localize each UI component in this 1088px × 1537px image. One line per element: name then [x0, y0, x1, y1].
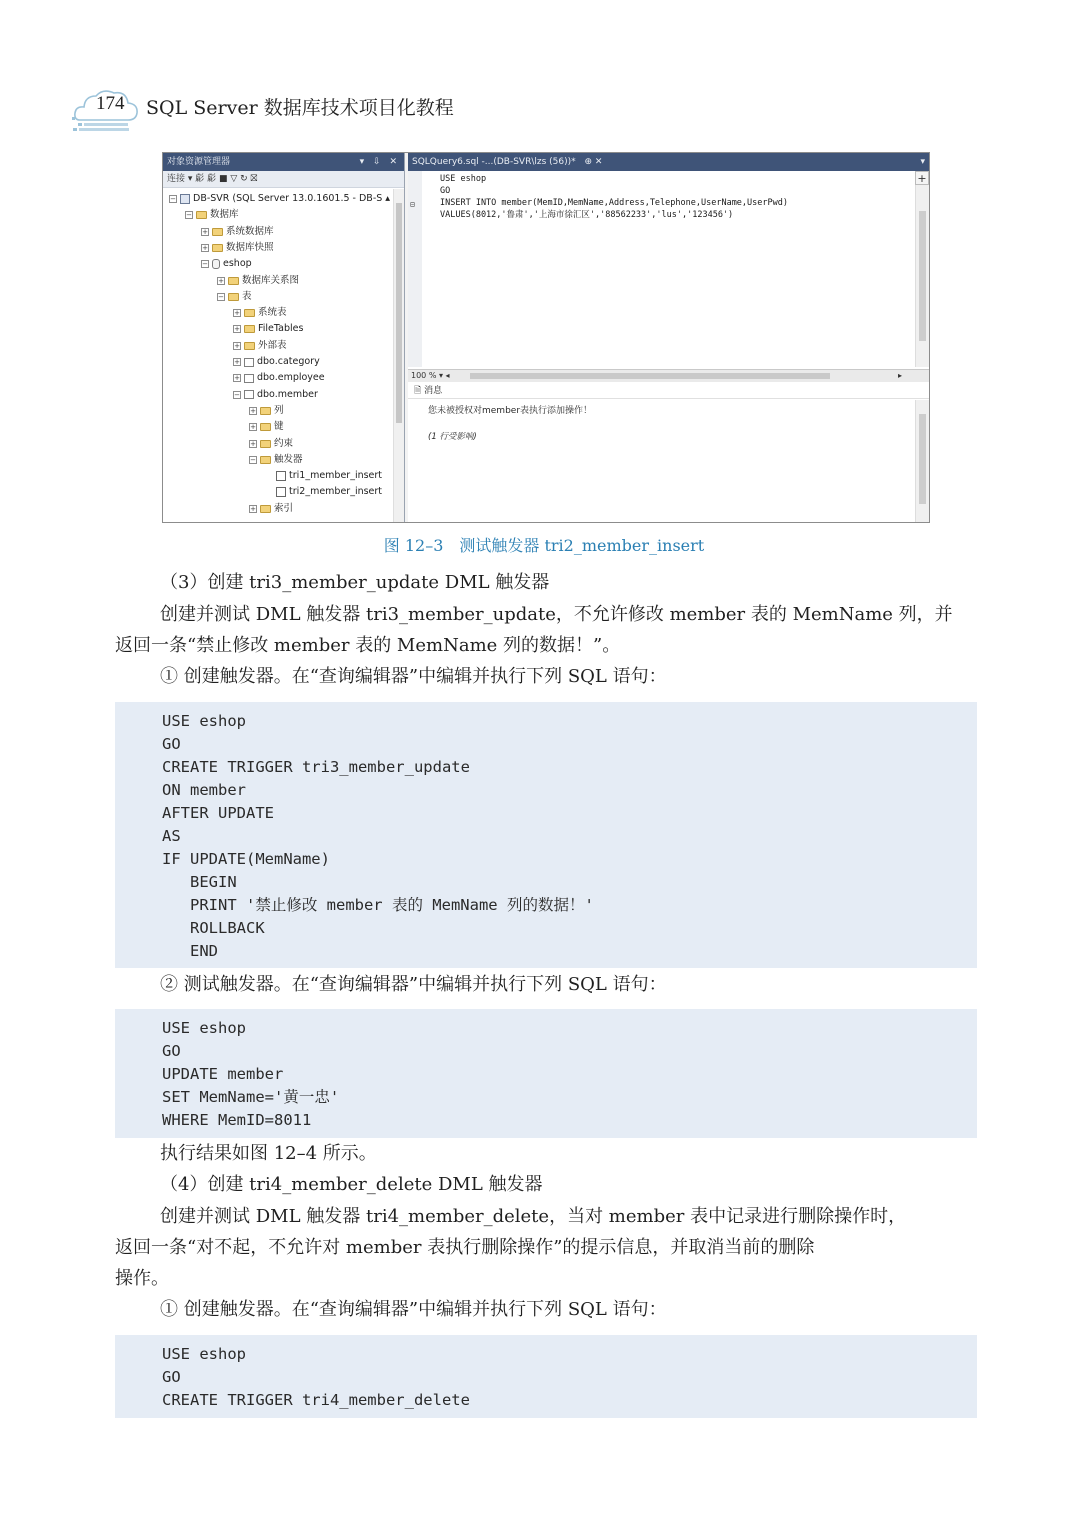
tree-node[interactable] — [217, 273, 299, 289]
tree-node[interactable] — [217, 289, 252, 305]
code-line: END — [162, 942, 218, 960]
tree-node-label: dbo.member — [257, 388, 318, 400]
object-explorer-toolbar[interactable]: 连接 ▾ 虨 虨 ■ ▽ ↻ ⛝ — [163, 171, 404, 188]
code-line: CREATE TRIGGER tri4_member_delete — [162, 1391, 470, 1409]
code-line: GO — [162, 1368, 181, 1386]
folder-icon — [260, 440, 271, 448]
paragraph-line: 执行结果如图 12–4 所示。 — [160, 1143, 377, 1164]
tree-node[interactable] — [233, 370, 325, 386]
expand-icon[interactable]: + — [234, 309, 240, 318]
tree-node-label: 列 — [274, 404, 284, 416]
step-create-trigger: ① 创建触发器。在“查询编辑器”中编辑并执行下列 SQL 语句： — [160, 1299, 667, 1320]
paragraph-line: 创建并测试 DML 触发器 tri4_member_delete，当对 member 表中记录进行删除操作时， — [160, 1206, 907, 1227]
code-line: SET MemName='黄一忠' — [162, 1088, 340, 1106]
code-line: IF UPDATE(MemName) — [162, 850, 330, 868]
page-header — [70, 84, 670, 132]
trigger-icon — [276, 487, 286, 497]
scrollbar-thumb[interactable] — [919, 414, 926, 504]
tree-node[interactable] — [233, 338, 287, 354]
expand-icon[interactable]: + — [218, 276, 224, 285]
zoom-level[interactable]: 100 % ▾ ◂ — [411, 371, 450, 380]
scroll-right-icon[interactable]: ▸ — [898, 371, 903, 380]
tree-node-label: tri2_member_insert — [289, 486, 383, 498]
code-line: GO — [162, 1042, 181, 1060]
code-line: ROLLBACK — [162, 919, 265, 937]
tree-node-label: 索引 — [274, 502, 294, 514]
folder-icon — [260, 407, 271, 415]
expand-icon[interactable]: + — [202, 227, 208, 236]
tree-node[interactable] — [201, 240, 274, 256]
code-line: USE eshop — [162, 712, 246, 730]
trigger-icon — [276, 471, 286, 481]
expand-icon[interactable]: + — [234, 374, 240, 383]
tree-node[interactable] — [249, 419, 284, 435]
tree-node-label: 数据库 — [210, 209, 239, 221]
collapse-icon[interactable]: − — [234, 390, 240, 399]
code-block-create-update-trigger — [115, 702, 977, 968]
query-editor-panel — [408, 153, 930, 523]
table-icon — [244, 374, 254, 383]
collapse-icon[interactable]: − — [218, 292, 224, 301]
code-line: CREATE TRIGGER tri3_member_update — [162, 758, 470, 776]
collapse-icon[interactable]: − — [186, 211, 192, 220]
folder-icon — [212, 244, 223, 252]
folder-icon — [228, 277, 239, 285]
rows-affected: (1 行受影响) — [428, 432, 477, 442]
object-explorer-scrollbar[interactable] — [393, 189, 404, 523]
code-block-test-update-trigger — [115, 1009, 977, 1138]
tree-node-label: dbo.category — [257, 356, 320, 367]
code-line: BEGIN — [162, 873, 237, 891]
table-icon — [244, 358, 254, 367]
paragraph-line: 操作。 — [115, 1268, 169, 1289]
folder-icon — [260, 423, 271, 431]
messages-tab-label: 消息 — [424, 386, 443, 396]
scrollbar-thumb[interactable] — [919, 211, 926, 341]
messages-pane — [408, 400, 915, 523]
messages-tab[interactable] — [408, 383, 929, 399]
query-tab-title[interactable]: SQLQuery6.sql -...(DB-SVR\lzs (56))* — [412, 157, 576, 167]
query-editor-tabbar — [408, 153, 930, 171]
folder-icon — [244, 325, 255, 333]
tree-node-label: DB-SVR (SQL Server 13.0.1601.5 - DB-S ▴ — [193, 193, 391, 204]
code-line: GO — [162, 735, 181, 753]
tree-node-label: 键 — [274, 421, 284, 433]
expand-icon[interactable]: + — [250, 406, 256, 415]
ssms-screenshot-figure — [162, 152, 930, 523]
tree-node[interactable] — [201, 256, 252, 272]
code-line: ON member — [162, 781, 246, 799]
paragraph-line: 返回一条“禁止修改 member 表的 MemName 列的数据！”。 — [115, 635, 621, 656]
collapse-icon[interactable]: − — [250, 455, 256, 464]
tree-node[interactable] — [249, 436, 293, 452]
tree-node-label: 数据库关系图 — [242, 274, 300, 286]
tree-node-label: tri1_member_insert — [289, 470, 383, 482]
expand-icon[interactable]: + — [250, 504, 256, 513]
split-button[interactable]: + — [915, 171, 929, 185]
tree-node[interactable] — [249, 452, 303, 468]
expand-icon[interactable]: + — [250, 439, 256, 448]
collapse-icon[interactable]: − — [202, 260, 208, 269]
tree-node[interactable] — [265, 468, 382, 484]
code-line: USE eshop — [440, 174, 487, 184]
tree-node[interactable] — [233, 305, 287, 321]
tree-node[interactable] — [233, 354, 320, 370]
tree-node-label: 系统表 — [258, 307, 287, 319]
db-icon — [212, 259, 220, 269]
code-line: USE eshop — [162, 1345, 246, 1363]
messages-icon: 🗎 — [414, 386, 422, 396]
code-line: WHERE MemID=8011 — [162, 1111, 312, 1129]
folder-icon — [260, 505, 271, 513]
page-number: 174 — [96, 93, 125, 114]
tree-node[interactable] — [233, 321, 303, 337]
horizontal-scrollbar[interactable] — [470, 373, 830, 379]
code-line: INSERT INTO member(MemID,MemName,Address,Telephone,UserName,UserPwd) — [440, 198, 788, 208]
object-explorer-panel — [163, 153, 405, 523]
tree-node-label: 表 — [242, 290, 252, 302]
book-title: SQL Server 数据库技术项目化教程 — [146, 97, 454, 119]
tree-node-label: dbo.employee — [257, 372, 325, 384]
tree-node[interactable] — [265, 484, 382, 500]
code-line: AFTER UPDATE — [162, 804, 274, 822]
folder-icon — [244, 309, 255, 317]
expand-icon[interactable]: + — [234, 325, 240, 334]
tree-node-label: 外部表 — [258, 339, 287, 351]
object-explorer-titlebar — [163, 153, 404, 171]
panel-controls[interactable]: ▾ ⇩ ✕ — [359, 157, 400, 167]
editor-scrollbar[interactable] — [915, 171, 929, 367]
server-icon — [180, 194, 190, 204]
tree-node-label: 系统数据库 — [226, 225, 274, 237]
object-explorer-title: 对象资源管理器 — [167, 157, 231, 167]
expand-icon[interactable]: + — [234, 341, 240, 350]
scrollbar-thumb[interactable] — [396, 203, 402, 423]
tree-node[interactable] — [169, 191, 390, 207]
tab-dropdown-icon[interactable]: ▾ — [920, 157, 925, 167]
table-icon — [244, 390, 254, 399]
spacer — [265, 488, 273, 496]
folder-icon — [244, 342, 255, 350]
paragraph-line: 创建并测试 DML 触发器 tri3_member_update，不允许修改 member 表的 MemName 列，并 — [160, 604, 953, 625]
expand-icon[interactable]: + — [234, 358, 240, 366]
tab-controls[interactable]: ⊕ ✕ — [584, 157, 603, 167]
tree-node-label: 触发器 — [274, 453, 303, 465]
code-line: UPDATE member — [162, 1065, 284, 1083]
zoom-bar — [408, 369, 929, 382]
tree-node[interactable] — [185, 207, 239, 223]
code-line: AS — [162, 827, 181, 845]
expand-icon[interactable]: + — [250, 423, 256, 432]
step-test-trigger: ② 测试触发器。在“查询编辑器”中编辑并执行下列 SQL 语句： — [160, 974, 667, 995]
tree-node[interactable] — [249, 501, 293, 517]
paragraph-line: 返回一条“对不起，不允许对 member 表执行删除操作”的提示信息，并取消当前的删除 — [115, 1237, 815, 1258]
collapse-icon[interactable]: ⊟ — [410, 200, 415, 209]
code-line: PRINT '禁止修改 member 表的 MemName 列的数据！' — [162, 896, 594, 914]
figure-caption: 图 12–3 测试触发器 tri2_member_insert — [383, 536, 705, 555]
spacer — [265, 472, 273, 480]
code-line: VALUES(8012,'鲁肃','上海市徐汇区','88562233','lus','123456') — [440, 210, 734, 220]
tree-node-label: 数据库快照 — [226, 241, 274, 253]
tree-node-label: eshop — [223, 258, 252, 270]
error-message: 您未被授权对member表执行添加操作！ — [428, 406, 593, 416]
tree-node-label: 约束 — [274, 437, 294, 449]
tree-node[interactable] — [249, 403, 284, 419]
folder-icon — [196, 211, 207, 219]
object-explorer-tree — [163, 189, 393, 523]
tree-node[interactable] — [201, 224, 274, 240]
folder-icon — [228, 293, 239, 301]
collapse-icon[interactable]: − — [170, 195, 176, 203]
messages-scrollbar[interactable] — [915, 400, 929, 523]
code-block-create-delete-trigger — [115, 1335, 977, 1418]
step-create-trigger: ① 创建触发器。在“查询编辑器”中编辑并执行下列 SQL 语句： — [160, 666, 667, 687]
tree-node[interactable] — [233, 387, 318, 403]
section-heading-4: （4）创建 tri4_member_delete DML 触发器 — [160, 1174, 543, 1195]
tree-node-label: FileTables — [258, 323, 304, 335]
section-heading-3: （3）创建 tri3_member_update DML 触发器 — [160, 572, 550, 593]
folder-icon — [212, 228, 223, 236]
folder-icon — [260, 456, 271, 464]
code-line: GO — [440, 186, 451, 196]
expand-icon[interactable]: + — [202, 243, 208, 252]
sql-code-editor[interactable] — [408, 171, 915, 367]
code-line: USE eshop — [162, 1019, 246, 1037]
